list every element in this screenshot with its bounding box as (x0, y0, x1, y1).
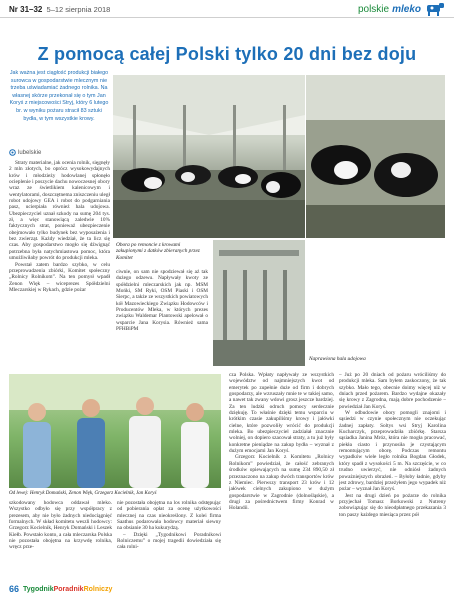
page-number: 66 (9, 584, 20, 594)
milking-parlour-photo (306, 75, 445, 238)
paragraph: W odbudowie obory pomogli znajomi i sąsiedzi w czynie społecznym nie oczekując żadnej zapłaty. Soltys wsi Stryj Karolina Kucharczyk, przeprowadziła zbiórkę. Starsza sąsiadka Janina Mróz, która nie mogła pracować, piekła ciasto i przynosiła je czystającym remontującym oborę. Podczas remontu wypadków wiele legło rolnika Bogdan Głodek, który spadł z wysokości 5 m. Na szczęście, w co trudno uwierzyć, nie odniósł żadnych poważniejszych obrażeń. – Byłoby ładnie, gdyby jest zdrowy, bardziej przeżyłem jego wypadek niż pożar – wyznał Jan Koryś. (339, 410, 446, 493)
people-photo (9, 374, 221, 488)
article-column-4 (339, 372, 446, 580)
article-column-1 (9, 160, 110, 370)
paragraph: szkodowany hodowca oddawał mleko. Wszystko odbyło się przy współpracy z prezesem, aby nie było żadnych niedociągnięć formalnych. W skład komitetu weszli hodowcy: Grzegorz Kocielnik, Henryk Domański i Leszek Kiełb. Powstało konto, a cała mleczarska Polska nie pozostała obojętna na krzywdę rolnika, wręcz prze- (9, 500, 112, 551)
paragraph: Straty materialne, jak ocenia rolnik, sięgnęły 2 mln złotych, bo oprócz wysokowydajnych krów i młodzieży hodowlanej spłonęło ocieplenie i poszycie dachu nowoczesnej obory wraz ze świetlikiem kalenicowym i wentylatorami, doszczętnema zniszczeniu uległ robot udojowy GEA i robot do podgarniania pasz, ucierpiała również hala udojowa. Ubezpieczyciel uznał szkody na sumę 204 tys. zł, a więc stanowiącą zaledwie 10% faktycznych strat, ponieważ ubezpieczenie obejmowało tylko budynek bez wyposażenia i bez zwierząt. Każdy wiedział, że ta licz się czas. Aby gospodarstwo mogło się dźwignąć potrzebna była natychmiastowa pomoc, która umożliwiłaby powrót do produkcji mleka. (9, 160, 110, 262)
article-column-3 (229, 372, 334, 580)
magazine-name-part: Poradnik (53, 585, 84, 593)
location-tag (9, 149, 41, 156)
article-column-2 (116, 269, 208, 369)
article-column-b (117, 500, 221, 580)
magazine-name-part: Rolniczy (83, 585, 113, 593)
paragraph: Powstał zatem bardzo szybko, w celu przeprowadzenia zbiórki, Komitet społeczny „Rolnicy Rolnikom”. Na ten pomysł wpadł Zenon Więk – wiceprezes Spółdzielni Mleczarskiej w Rykach, gdzie pożar (9, 261, 110, 293)
magazine-name-part: Tygodnik (23, 585, 54, 593)
article-column-a (9, 500, 112, 580)
section-brand (358, 2, 446, 16)
photo-caption-people: Od lewej: Henryk Domański, Zenon Więk, Grzegorz Kocielnik, Jan Koryś (9, 491, 157, 496)
article-lead: Jak ważna jest ciągłość produkcji białego surowca w gospodarstwie mlecznym nie trzeba uświadamiać żadnego rolnika. Na własnej skórze przekonał się o tym Jan Koryś z miejscowości Stryj, który 6 lutego br. w wyniku pożaru stracił 83 sztuki bydła, w tym wszystkie krowy. (9, 70, 109, 122)
issue-dates: 5–12 sierpnia 2018 (46, 5, 111, 14)
issue-number: Nr 31–32 (9, 5, 43, 14)
issue-info (9, 5, 110, 14)
person-4 (181, 403, 209, 488)
barn-illustration (113, 75, 305, 238)
person-2 (77, 399, 105, 488)
location-label: lubelskie (18, 149, 42, 156)
magazine-name (23, 586, 112, 593)
person-1 (23, 403, 51, 488)
photo-caption-barn: Obora po remoncie z krowami zakupionymi z datków zbieranych przez Komitet (116, 242, 200, 261)
article-headline: Z pomocą całej Polski tylko 20 dni bez doju (37, 44, 417, 64)
person-3 (129, 397, 161, 488)
paragraph: – Dzięki „Tygodnikowi Poradnikowi Rolniczemu” o mojej tragedii dowiedziała się cała rolni- (117, 531, 221, 551)
brand-name: mleko (392, 3, 421, 15)
parlour-illustration (213, 240, 305, 366)
brand-prefix: polskie (357, 3, 390, 15)
paragraph: nie pozostała obojętna na los rolnika odstępując od pobierania opłat za ocenę użytkowości mlecznej na czas nieokreślony. Z kolei firma Saathus podarowała hodowcy materiał siewny na obsianie 30 ha kukurydzą. (117, 500, 221, 532)
parlour-detail-photo (213, 240, 305, 366)
group-illustration (9, 374, 221, 488)
cows-illustration (306, 75, 445, 238)
paragraph: cza Polska. Wpłaty napływały ze wszystkich województw od najmniejszych kwot od emerytek po zupełnie duże od firm i dobrych gospodarzy, ale wzruszały mnie te w takiej samo, a nawet tak zwany wdowi grosz jeszcze bardziej. Za ten ludzki odruch pomocy serdecznie dziękuję. To właśnie dzięki temu wsparciu w krótkim czasie zakupiliśmy krowy i jałówki cielne, które pozwoliły wrócić do produkcji mleka. Bo ubezpieczyciel zadziałał znacznie wolniej, on dopiero szacował straty, a tu już były konkretne pieniądze na zakup bydła – wyznał z dużym emocjami Jan Koryś. (229, 372, 334, 455)
paragraph: Jest na drugi dzień po pożarze do rolnika przyjechał Tomasz Borkowski z Nutreny zobowiązując się do nieodpłatnego przekazania 3 ton paszy każdego miesiąca przez pół (339, 492, 446, 518)
barn-photo (113, 75, 305, 238)
paragraph: ciwnie, on sam nie spodziewał się aż tak dużego odzewu. Napływały kwoty ze spółdzielni mleczarskich jak np. MSM Mońki, SM Ryki, OSM Piaski i OSM Sierpc, a także ze wszystkich powiatowych kół Mazowieckiego Związku Hodowców i Producentów Mleka, w których prezes związku Waldemar Plantowski apelował o wsparcie Jana Korysia. Również sama PFHBiPM (116, 269, 208, 333)
paragraph: Grzegorz Kocielnik z Komitetu „Rolnicy Rolnikom” powiedział, że całość zebranych środków opiewających na sumę 234 890,50 zł przeznaczono na zakup dwóch transportów krów z Niemiec. Pierwszy transport 23 krów i 12 jałówek cielnych zakupiono w dużym gospodarstwie w Zagrodnie (dolnośląskie), a drugi za pośrednictwem firmy Konrad w Holandii. (229, 454, 334, 512)
header-divider (0, 17, 454, 18)
page-footer (9, 584, 112, 594)
paragraph: – Już po 20 dniach od pożaru wróciliśmy do produkcji mleka. Sam byłem zaskoczony, że tak szybko. Mało tego, obecnie doimy więcej niż w dniach przed pożarem. Bardzo wydajne okazały się krowy z Zagrodna, mają dobre pochodzenie – powiedział Jan Koryś. (339, 372, 446, 410)
cow-logo-icon (424, 2, 446, 16)
photo-caption-parlour: Naprawiona hala udojowa (309, 356, 366, 362)
location-pin-icon (9, 149, 16, 156)
